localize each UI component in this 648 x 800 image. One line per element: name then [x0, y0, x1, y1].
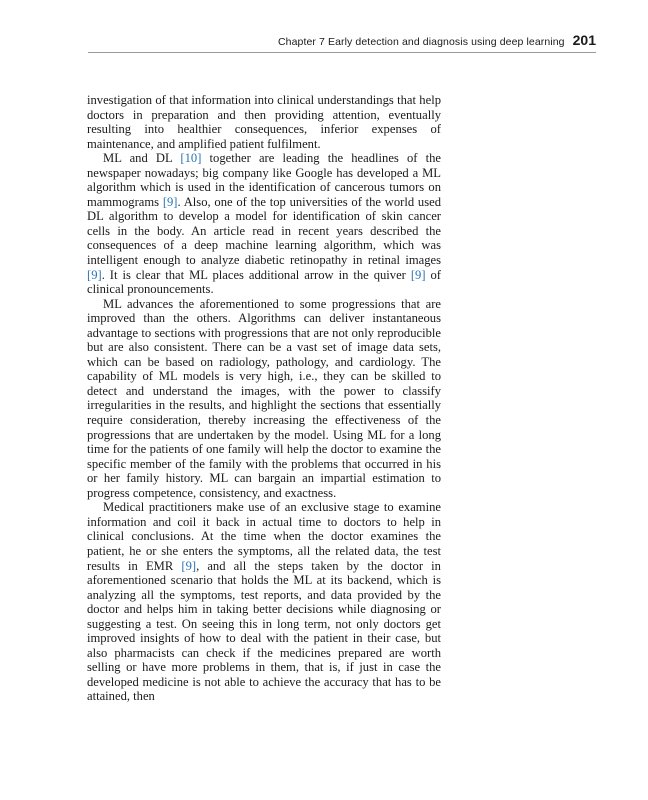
page-number: 201	[572, 32, 596, 48]
paragraph-text: , and all the steps taken by the doctor in aforementioned scenario that holds the ML at its backend, which is analyzing all the symptoms, test reports, and data provided by the doctor and helps him in taking better decisions while diagnosing or suggesting a test. On seeing this in long term, not only doctors get improved insights of how to deal with the patient in their case, but also pharmacists can check if the medicines prepared are worth selling or have more problems in them, that is, if just in case the developed medicine is not able to achieve the accuracy that has to be attained, then	[87, 558, 441, 704]
chapter-title: Chapter 7 Early detection and diagnosis using deep learning	[277, 36, 565, 48]
body-text	[87, 93, 441, 704]
citation-link[interactable]: [10]	[180, 151, 202, 166]
citation-link[interactable]: [9]	[181, 558, 197, 573]
running-header	[88, 32, 596, 53]
paragraph	[87, 151, 441, 296]
paragraph-text: . It is clear that ML places additional arrow in the quiver	[101, 267, 411, 282]
paragraph-text: of clinical pronouncements.	[87, 267, 441, 297]
paragraph	[87, 93, 441, 151]
paragraph-text: ML advances the aforementioned to some progressions that are improved than the others. Algorithms can deliver instantaneous advantage to sections with progressions that are not only reproducible but are also consistent. There can be a vast set of image data sets, which can be based on radiology, pathology, and cardiology. The capability of ML models is very high, i.e., they can be skilled to detect and understand the images, with the power to classify irregularities in the results, and highlight the sections that essentially require consideration, thereby increasing the effectiveness of the progressions that are undertaken by the model. Using ML for a long time for the patients of one family will help the doctor to examine the specific member of the family with the problems that occurred in his or her family history. ML can bargain an impartial estimation to progress competence, consistency, and exactness.	[87, 296, 441, 500]
paragraph-text: investigation of that information into clinical understandings that help doctors in preparation and then providing attention, eventually resulting into healthier consequences, inferior expenses of maintenance, and amplified patient fulfilment.	[87, 93, 441, 151]
citation-link[interactable]: [9]	[87, 267, 102, 282]
paragraph-text: together are leading the headlines of the newspaper nowadays; big company like Google has developed a ML algorithm which is used in the identification of cancerous tumors on mammograms	[87, 151, 442, 209]
paragraph-text: Medical practitioners make use of an exclusive stage to examine information and coil it back in actual time to doctors to help in clinical conclusions. At the time when the doctor examines the patient, he or she enters the symptoms, all the related data, the test results in EMR	[87, 500, 441, 573]
paragraph-text: ML and DL	[103, 151, 181, 166]
citation-link[interactable]: [9]	[162, 194, 178, 209]
paragraph	[87, 297, 441, 501]
paragraph-text: . Also, one of the top universities of the world used DL algorithm to develop a model for identification of skin cancer cells in the body. An article read in recent years described the consequences of a deep machine learning algorithm, which was intelligent enough to analyze diabetic retinopathy in retinal images	[87, 194, 441, 268]
citation-link[interactable]: [9]	[410, 267, 426, 282]
paragraph	[87, 500, 441, 704]
